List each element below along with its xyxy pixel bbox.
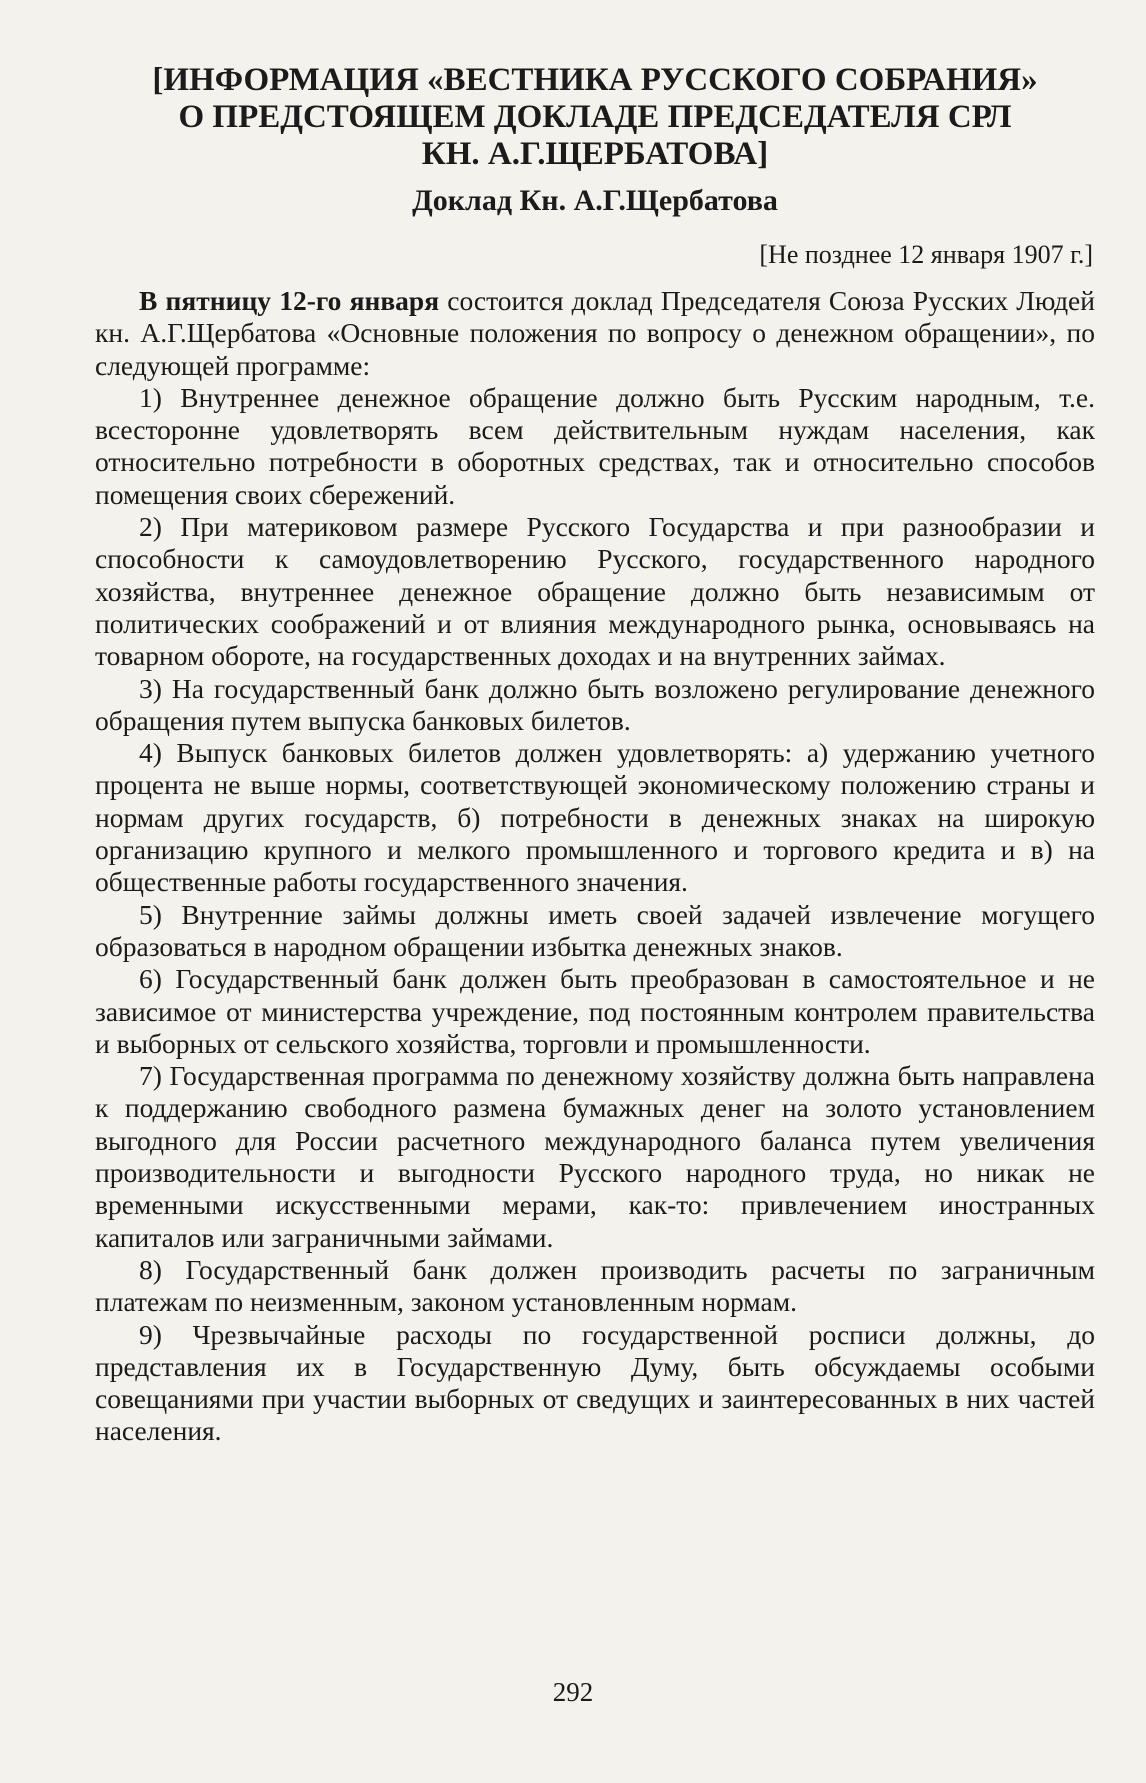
title-line-3: КН. А.Г.ЩЕРБАТОВА] <box>421 136 769 172</box>
document-body <box>95 285 1095 1448</box>
program-point-3: 3) На государственный банк должно быть возложено регулирование денежного обращения путем выпуска банковых билетов. <box>95 672 1095 736</box>
document-page <box>95 62 1095 1448</box>
program-point-8: 8) Государственный банк должен производить расчеты по заграничным платежам по неизменным, законом установленным нормам. <box>95 1253 1095 1318</box>
program-point-2: 2) При материковом размере Русского Государства и при разнообразии и способности к самоудовлетворению Русского, государственного народного хозяйства, внутреннее денежное обращение должно быть независимым от политических соображений и от влияния международного рынка, основываясь на товарном обороте, на государственных доходах и на внутренних займах. <box>95 511 1095 672</box>
program-point-4: 4) Выпуск банковых билетов должен удовлетворять: а) удержанию учетного процента не выше нормы, соответствующей экономическому положению страны и нормам других государств, б) потребности в денежных знаках на широкую организацию крупного и мелкого промышленного и торгового кредита и в) на общественные работы государственного значения. <box>95 737 1095 898</box>
title-line-2: О ПРЕДСТОЯЩЕМ ДОКЛАДЕ ПРЕДСЕДАТЕЛЯ СРЛ <box>178 99 1012 135</box>
program-point-9: 9) Чрезвычайные расходы по государственной росписи должны, до представления их в Государственную Думу, быть обсуждаемы особыми совещаниями при участии выборных от сведущих и заинтересованных в них частей населения. <box>95 1318 1095 1447</box>
page-number: 292 <box>552 1677 594 1707</box>
intro-lead-bold: В пятницу 12-го января <box>139 285 440 316</box>
program-point-5: 5) Внутренние займы должны иметь своей задачей извлечение могущего образоваться в народном обращении избытка денежных знаков. <box>95 898 1095 962</box>
program-point-6: 6) Государственный банк должен быть преобразован в самостоятельное и не зависимое от министерства учреждение, под постоянным контролем правительства и выборных от сельского хозяйства, торговли и промышленности. <box>95 963 1095 1059</box>
intro-paragraph <box>95 285 1095 382</box>
program-point-7: 7) Государственная программа по денежному хозяйству должна быть направлена к поддержанию свободного размена бумажных денег на золото установлением выгодного для России расчетного международного баланса путем увеличения производительности и выгодности Русского народного труда, но никак не временными искусственными мерами, как-то: привлечением иностранных капиталов или заграничными займами. <box>95 1060 1095 1253</box>
document-title <box>95 62 1095 173</box>
intro-text: состоится доклад Председателя Союза Русских Людей кн. А.Г.Щербатова «Основные положения по вопросу о денежном обращении», по следующей программе: <box>95 285 1095 381</box>
dateline: [Не позднее 12 января 1907 г.] <box>759 240 1093 269</box>
document-subtitle: Доклад Кн. А.Г.Щербатова <box>412 184 778 217</box>
program-point-1: 1) Внутреннее денежное обращение должно быть Русским народным, т.е. всесторонне удовлетворять всем действительным нуждам населения, как относительно потребности в оборотных средствах, так и относительно способов помещения своих сбережений. <box>95 381 1095 510</box>
title-line-1: [ИНФОРМАЦИЯ «ВЕСТНИКА РУССКОГО СОБРАНИЯ» <box>152 62 1038 98</box>
